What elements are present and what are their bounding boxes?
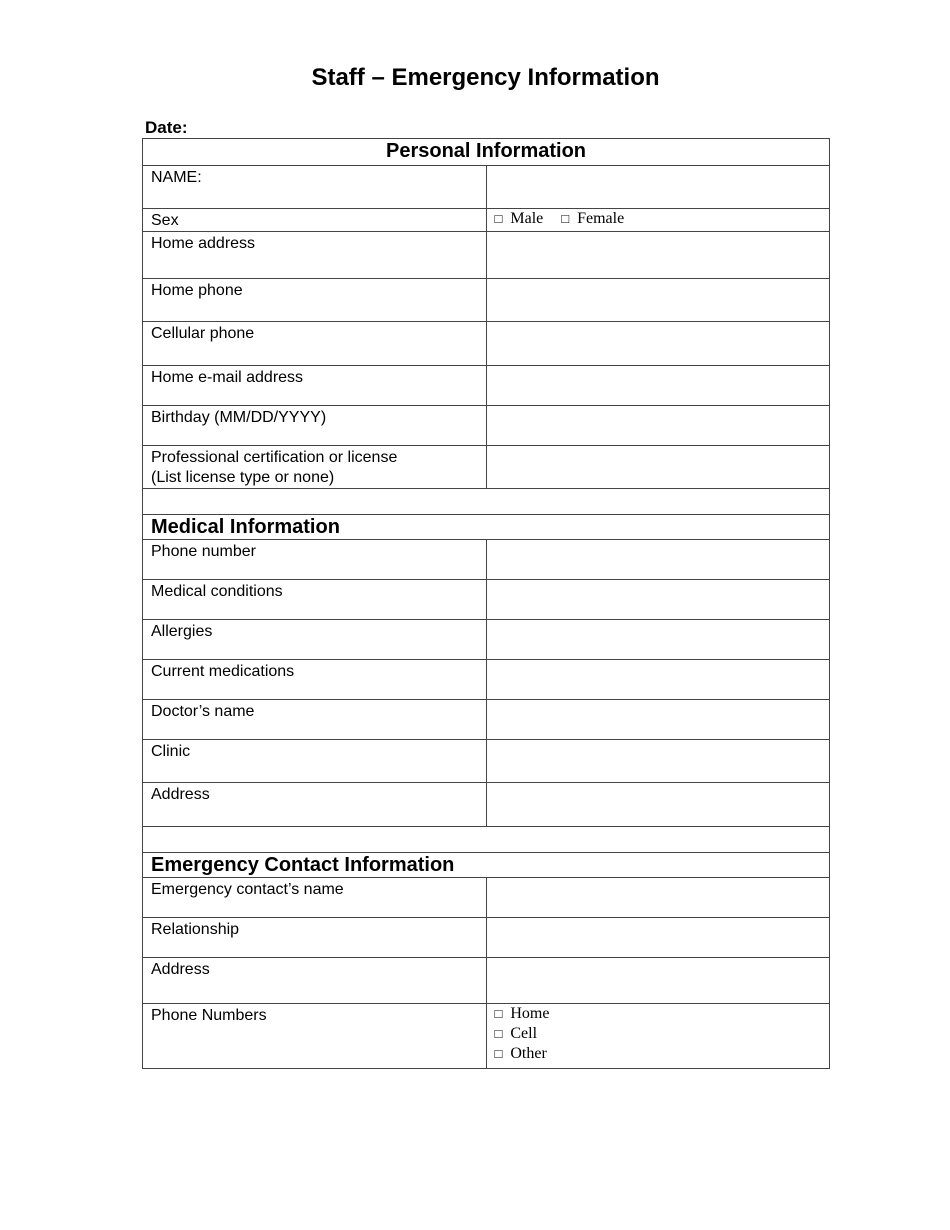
home-phone-field[interactable]: [486, 279, 830, 322]
home-email-label: Home e-mail address: [143, 366, 487, 406]
medical-phone-field[interactable]: [486, 540, 830, 580]
spacer-row: [143, 827, 830, 853]
phone-option-home[interactable]: [495, 1004, 822, 1024]
allergies-field[interactable]: [486, 620, 830, 660]
emergency-address-label: Address: [143, 958, 487, 1004]
male-checkbox[interactable]: □: [494, 211, 503, 226]
home-checkbox[interactable]: □: [494, 1006, 503, 1021]
emergency-form-table: [142, 138, 830, 1069]
current-medications-field[interactable]: [486, 660, 830, 700]
phone-option-other[interactable]: [495, 1044, 822, 1064]
cellular-phone-label: Cellular phone: [143, 322, 487, 366]
certification-label: [143, 446, 487, 489]
personal-info-heading: Personal Information: [143, 139, 830, 166]
allergies-label: Allergies: [143, 620, 487, 660]
name-field[interactable]: [486, 166, 830, 209]
doctors-name-label: Doctor’s name: [143, 700, 487, 740]
certification-label-line1: Professional certification or license: [151, 449, 398, 466]
female-checkbox[interactable]: □: [561, 211, 570, 226]
medical-address-field[interactable]: [486, 783, 830, 827]
sex-label: Sex: [143, 209, 487, 232]
phone-number-options: [486, 1004, 830, 1069]
emergency-address-field[interactable]: [486, 958, 830, 1004]
emergency-contact-name-field[interactable]: [486, 878, 830, 918]
clinic-field[interactable]: [486, 740, 830, 783]
relationship-label: Relationship: [143, 918, 487, 958]
female-label: Female: [577, 210, 625, 227]
home-address-label: Home address: [143, 232, 487, 279]
other-option-label: Other: [510, 1045, 547, 1062]
birthday-label: Birthday (MM/DD/YYYY): [143, 406, 487, 446]
page-title: Staff – Emergency Information: [311, 64, 660, 91]
doctors-name-field[interactable]: [486, 700, 830, 740]
medical-address-label: Address: [143, 783, 487, 827]
medical-conditions-field[interactable]: [486, 580, 830, 620]
spacer-row: [143, 489, 830, 515]
emergency-contact-name-label: Emergency contact’s name: [143, 878, 487, 918]
home-email-field[interactable]: [486, 366, 830, 406]
current-medications-label: Current medications: [143, 660, 487, 700]
clinic-label: Clinic: [143, 740, 487, 783]
cellular-phone-field[interactable]: [486, 322, 830, 366]
certification-label-line2: (List license type or none): [151, 469, 335, 486]
medical-conditions-label: Medical conditions: [143, 580, 487, 620]
home-option-label: Home: [510, 1005, 550, 1022]
birthday-field[interactable]: [486, 406, 830, 446]
phone-option-cell[interactable]: [495, 1024, 822, 1044]
male-label: Male: [510, 210, 544, 227]
sex-option-male[interactable]: [495, 209, 544, 229]
other-checkbox[interactable]: □: [494, 1046, 503, 1061]
home-phone-label: Home phone: [143, 279, 487, 322]
phone-numbers-label: Phone Numbers: [143, 1004, 487, 1069]
emergency-contact-heading: Emergency Contact Information: [143, 853, 830, 878]
cell-checkbox[interactable]: □: [494, 1026, 503, 1041]
medical-phone-label: Phone number: [143, 540, 487, 580]
certification-field[interactable]: [486, 446, 830, 489]
cell-option-label: Cell: [510, 1025, 538, 1042]
home-address-field[interactable]: [486, 232, 830, 279]
name-label: NAME:: [143, 166, 487, 209]
medical-info-heading: Medical Information: [143, 515, 830, 540]
sex-options: [486, 209, 830, 232]
relationship-field[interactable]: [486, 918, 830, 958]
sex-option-female[interactable]: [561, 209, 624, 229]
date-label: Date:: [145, 118, 188, 137]
